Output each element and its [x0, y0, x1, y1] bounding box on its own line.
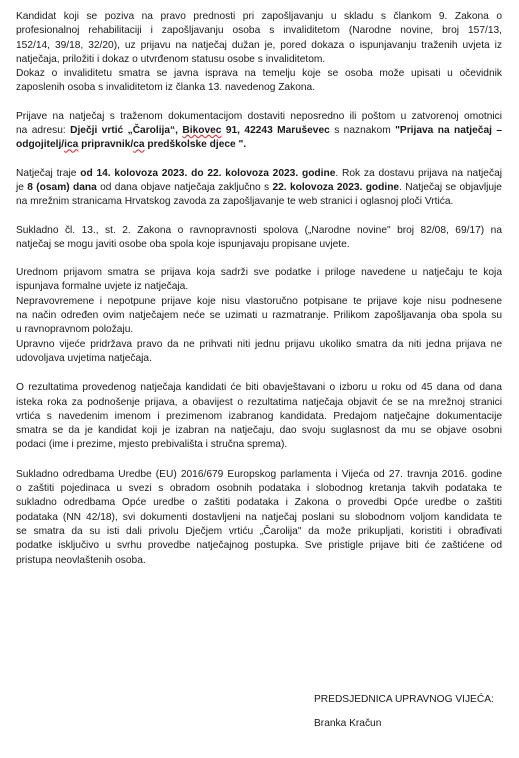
- text-line: Sukladno odredbama Uredbe (EU) 2016/679 Europskog parlamenta i Vijeća od 27. travnja 2016. godine: [16, 468, 502, 480]
- text-line: zaposlenih osoba s invaliditetom iz članka 13. navedenog Zakona.: [16, 82, 316, 94]
- signature-block: [314, 693, 494, 732]
- text-fragment: pripravnik/: [78, 139, 134, 151]
- text-line: Prijave na natječaj s traženom dokumentacijom dostaviti neposredno ili poštom u zatvorenoj omotnici: [16, 110, 502, 122]
- text-line: [16, 124, 502, 138]
- text-line: isteka roka za podnošenje prijava, a obavijest o rezultatima natječaja objavit će se na mrežnoj stranici: [16, 396, 502, 408]
- text-line: udovoljava uvjetima natječaja.: [16, 352, 152, 364]
- text-line: podataka (NN 42/18), svi dokumenti dostavljeni na natječaj poslani su slobodnom voljom kandidata te: [16, 511, 502, 523]
- text-line: [16, 181, 502, 195]
- text-line: natječaja, priložiti i dokaz o utvrđenom statusu osobe s invaliditetom.: [16, 53, 326, 65]
- signatory-title: PREDSJEDNICA UPRAVNOG VIJEĆA:: [314, 694, 494, 705]
- valid-applications-text: [16, 266, 502, 366]
- application-label: "Prijava na natječaj –: [395, 125, 502, 137]
- text-fragment: s naznakom: [329, 125, 396, 137]
- text-fragment: . Rok za dostavu prijava na natječaj: [335, 167, 502, 179]
- paragraph-gender-equality: [16, 224, 502, 253]
- kindergarten-address: 91, 42243 Maruševec: [221, 125, 330, 137]
- signatory-name: Branka Kračun: [314, 718, 382, 730]
- text-line: [16, 138, 502, 152]
- deadline-date: 22. kolovoza 2023. godine: [272, 181, 400, 193]
- paragraph-deadline: [16, 167, 502, 210]
- text-line: vrtića s navedenim imenom i prezimenom izabranog kandidata. Predajom natječajne dokumentacije: [16, 410, 502, 422]
- text-fragment: odgojitelj/: [16, 139, 65, 151]
- data-protection-text: [16, 468, 502, 568]
- text-line: ispunjava formalne uvjete iz natječaja.: [16, 281, 189, 293]
- text-fragment: . Natječaj se objavljuje: [399, 181, 502, 193]
- spellcheck-word: ca: [133, 139, 145, 151]
- text-line: Urednom prijavom smatra se prijava koja sadrži sve podatke i priloge navedene u natječaju te koja: [16, 267, 502, 279]
- text-line: O rezultatima provedenog natječaja kandidati će biti obavještavani o izboru u roku od 45 dana od dana: [16, 382, 502, 394]
- paragraph-valid-applications: [16, 266, 502, 366]
- text-fragment: na adresu:: [16, 125, 71, 137]
- text-line: se smatra da su isti dali privolu Dječjem vrtiću „Čarolija" da može prikupljati, koristiti i obrađivati: [16, 525, 502, 537]
- text-fragment: je: [16, 181, 28, 193]
- text-line: Kandidat koji se poziva na pravo prednosti pri zapošljavanju u skladu s člankom 9. Zakona o: [16, 11, 502, 22]
- text-line: Nepravovremene i nepotpune prijave koje nisu vlastoručno potpisane te prijave koje nisu podnesene: [16, 295, 502, 307]
- text-line: podatke isključivo u svrhu provedbe natječajnog postupka. Sve pristigle prijave biti će zaštićene od: [16, 540, 502, 552]
- gender-equality-text: [16, 224, 502, 253]
- text-line: Dokaz o invaliditetu smatra se javna isprava na temelju koje se osoba može upisati u očevidnik: [16, 68, 502, 80]
- text-fragment: predškolske djece ".: [144, 139, 247, 151]
- results-text: [16, 381, 502, 452]
- text-line: o zaštiti pojedinaca u svezi s obradom osobnih podataka i slobodnog kretanja takvih podataka te: [16, 483, 502, 495]
- text-line: na mrežnim stranicama Hrvatskog zavoda za zapošljavanje te web stranici i oglasnoj ploči Vrtića.: [16, 196, 454, 208]
- text-line: profesionalnoj rehabilitaciji i zapošljavanju osoba s invaliditetom (Narodne novine, broj 157/13,: [16, 25, 502, 37]
- deadline-text: [16, 167, 502, 210]
- spellcheck-word: Bikovec: [182, 125, 222, 137]
- paragraph-results: [16, 381, 502, 452]
- text-line: podaci (ime i prezime, mjesto prebivališta i stručna sprema).: [16, 439, 288, 451]
- text-fragment: Natječaj traje: [16, 167, 81, 179]
- text-fragment: od dana objave natječaja zaključno s: [96, 181, 273, 193]
- submission-address-text: [16, 110, 502, 153]
- deadline-days: 8 (osam) dana: [27, 181, 97, 193]
- spellcheck-word: ica: [64, 139, 79, 151]
- paragraph-data-protection: [16, 468, 502, 568]
- text-line: u ravnopravnom položaju.: [16, 324, 134, 336]
- paragraph-submission-address: [16, 110, 502, 153]
- text-line: na način određen ovim natječajem neće se uzimati u razmatranje. Prilikom zapošljavanja oba spola su: [16, 310, 502, 322]
- text-line: Sukladno čl. 13., st. 2. Zakona o ravnopravnosti spolova („Narodne novine" broj 82/08, 69/17) na: [16, 224, 502, 236]
- text-line: natječaj se mogu javiti osobe oba spola koje ispunjavaju propisane uvjete.: [16, 238, 350, 250]
- paragraph-disability-priority: [16, 10, 502, 96]
- text-line: [16, 167, 502, 181]
- text-line: Upravno vijeće pridržava pravo da ne prihvati niti jednu prijavu ukoliko smatra da niti jedna prijava ne: [16, 338, 502, 350]
- kindergarten-name: Dječji vrtić „Čarolija“,: [70, 125, 183, 137]
- disability-priority-text: [16, 10, 502, 96]
- text-line: smatra se da je kandidat koji je izabran na natječaju, dao svoju suglasnost da mu se objave osobni: [16, 425, 502, 437]
- text-line: pristupa neovlaštenih osoba.: [16, 554, 146, 566]
- text-line: 152/14, 39/18, 32/20), uz prijavu na natječaj dužan je, pored dokaza o ispunjavanju traženih uvjeta iz: [16, 39, 502, 51]
- text-line: sukladno odredbama Opće uredbe o zaštiti podataka i Zakona o provedbi Opće uredbe o zaštiti: [16, 497, 502, 509]
- competition-period: od 14. kolovoza 2023. do 22. kolovoza 2023. godine: [80, 167, 336, 179]
